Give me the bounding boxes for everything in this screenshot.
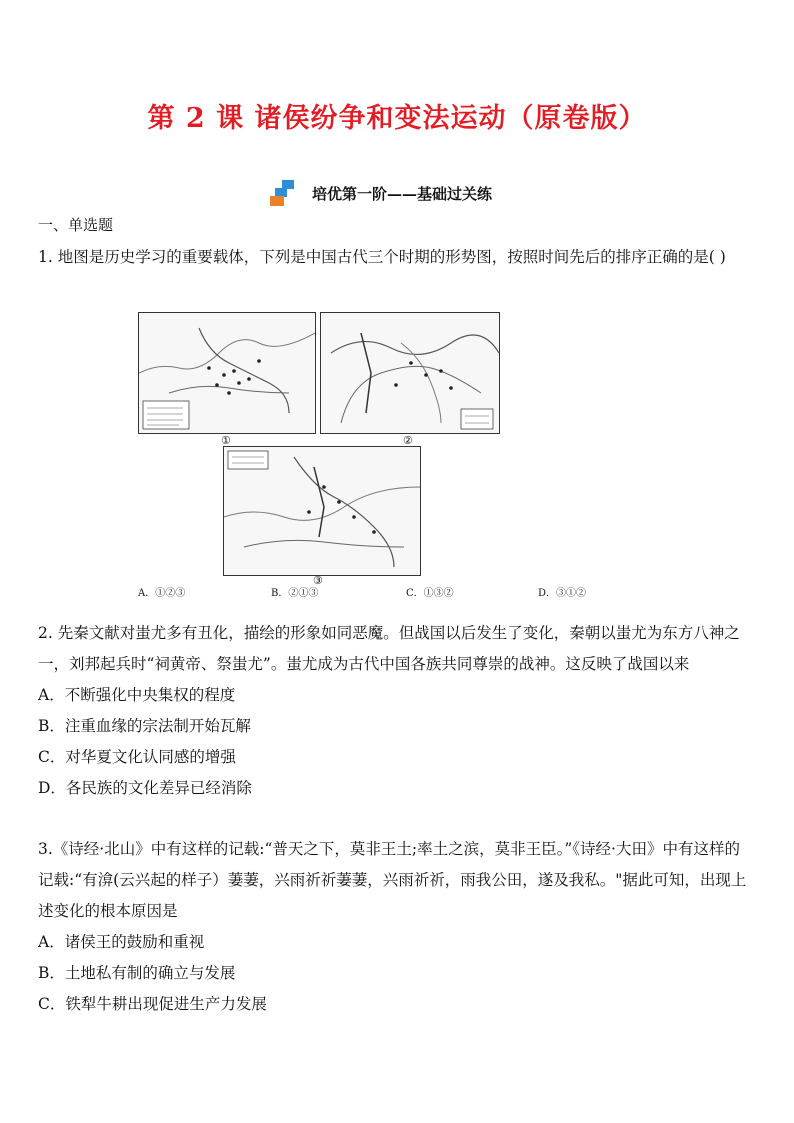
question-3-stem: 3.《诗经·北山》中有这样的记载:“普天之下，莫非王土;率土之滨，莫非王臣。”《诗经·大田》中有这样的记载:“有渰(云兴起的样子）萋萋，兴雨祈祈萋萋，兴雨祈祈，雨我公田，遂及我私。"据此可知，出现上述变化的根本原因是 — [38, 840, 747, 920]
map-1-image — [138, 312, 316, 434]
map-3-image — [223, 446, 421, 576]
section-label: 培优第一阶——基础过关练 — [312, 184, 493, 203]
q2-option-d: D．各民族的文化差异已经消除 — [38, 779, 252, 797]
map-2-image — [320, 312, 500, 434]
question-2 — [38, 618, 753, 804]
q3-option-b: B．土地私有制的确立与发展 — [38, 964, 236, 982]
page-title: 第 2 课 诸侯纷争和变法运动（原卷版） — [147, 103, 647, 134]
q1-option-c: C．①③② — [406, 588, 454, 599]
q2-option-a: A．不断强化中央集权的程度 — [38, 686, 236, 704]
q1-option-a: A．①②③ — [138, 588, 186, 599]
q2-option-b: B．注重血缘的宗法制开始瓦解 — [38, 717, 251, 735]
question-type-heading: 一、单选题 — [38, 216, 114, 234]
q3-option-c: C．铁犁牛耕出现促进生产力发展 — [38, 995, 267, 1013]
section-header — [270, 180, 492, 206]
stair-logo-icon — [270, 180, 304, 206]
question-3 — [38, 834, 753, 1020]
q1-option-b: B．②①③ — [271, 588, 319, 599]
question-2-stem: 2. 先秦文献对蚩尤多有丑化，描绘的形象如同恶魔。但战国以后发生了变化，秦朝以蚩尤为东方八神之一，刘邦起兵时“祠黄帝、祭蚩尤”。蚩尤成为古代中国各族共同尊崇的战神。这反映了战国以来 — [38, 624, 740, 673]
map-1-label: ① — [221, 434, 231, 447]
q2-option-c: C．对华夏文化认同感的增强 — [38, 748, 236, 766]
map-2-label: ② — [403, 434, 413, 447]
q1-option-d: D．③①② — [538, 588, 587, 599]
question-1-maps — [135, 310, 615, 600]
q3-option-a: A．诸侯王的鼓励和重视 — [38, 933, 205, 951]
map-3-label: ③ — [313, 574, 323, 587]
question-1-stem: 1. 地图是历史学习的重要载体，下列是中国古代三个时期的形势图，按照时间先后的排序正确的是( ) — [38, 248, 726, 266]
